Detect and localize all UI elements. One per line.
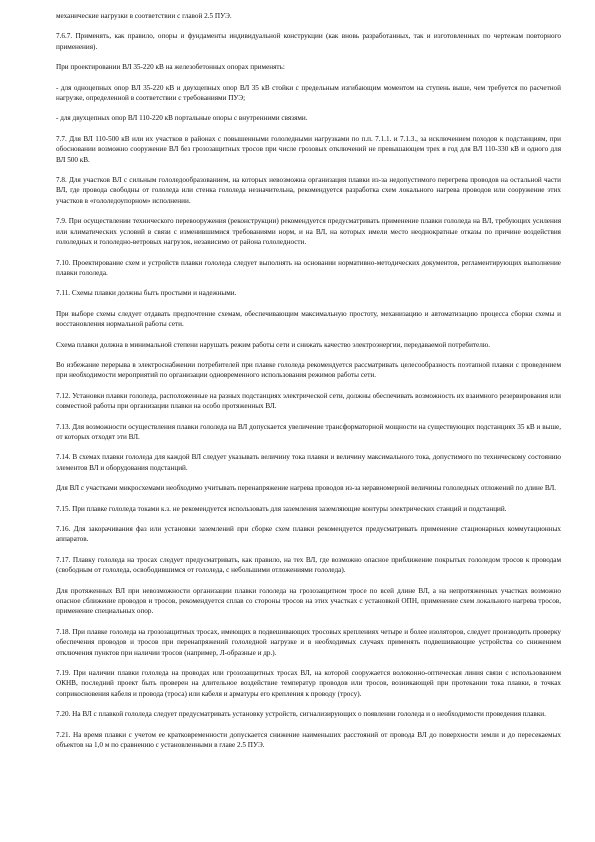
paragraph-7-20: 7.20. На ВЛ с плавкой гололеда следует предусматривать установку устройств, сигнализирующих о появлении гололеда и о необходимости проведения плавки.: [56, 710, 546, 719]
paragraph-7-9: 7.9. При осуществлении технического перевооружения (реконструкции) рекомендуется предусматривать применение плавки гололеда на ВЛ, требующих усиления или климатических условий в связи с изменившимися требованиями норм, и на ВЛ, на которых имели место неоднократные отказы по причине воздействия гололедных и гололедно-ветровых нагрузок, независимо от района гололедности.: [56, 217, 561, 247]
paragraph-7-13: 7.13. Для возможности осуществления плавки гололеда на ВЛ допускается увеличение трансформаторной мощности на существующих подстанциях 35 кВ и выше, от которых отходят эти ВЛ.: [56, 422, 561, 441]
paragraph-7-6-7: 7.6.7. Применять, как правило, опоры и фундаменты индивидуальной конструкции (как вновь разработанных, так и изготовленных по чертежам повторного применения).: [56, 32, 561, 51]
paragraph-7-21: 7.21. На время плавки с учетом ее кратковременности допускается снижение наименьших расстояний от провода ВЛ до поверхности земли и до пересекаемых объектов на 1,0 м по сравнению с установленными в главе 2.5 ПУЭ.: [56, 730, 561, 750]
paragraph-7-15: 7.15. При плавке гололеда токами к.з. не рекомендуется использовать для заземления заземляющие контуры электрических станций и подстанций.: [56, 504, 507, 513]
list-item-double-circuit: - для двухцепных опор ВЛ 110-220 кВ портальные опоры с внутренними связями.: [56, 114, 308, 123]
paragraph-scheme-choice: При выборе схемы следует отдавать предпочтение схемам, обеспечивающим максимальную простоту, механизацию и автоматизацию процесса сборки схемы и восстановления нормальной работы сети.: [56, 309, 561, 329]
document-page: [56, 11, 561, 761]
paragraph-7-18: 7.18. При плавке гололеда на грозозащитных тросах, имеющих в подвешивающих тросовых креплениях четыре и более изоляторов, следует производить проверку обеспечения проводов и тросов при перенапряжений гололедной нагрузке и в необходимых случаях применять подвешивающие устройства со снижением отключения пунктов при наличии тросов (например, Л-образные и др.).: [56, 627, 561, 657]
paragraph-continuation: механические нагрузки в соответствии с главой 2.5 ПУЭ.: [56, 12, 232, 20]
paragraph-7-17: 7.17. Плавку гололеда на тросах следует предусматривать, как правило, на тех ВЛ, где возможно опасное приближение покрытых гололедом тросов к проводам (свободным от гололеда, освободившимся от гололеда, с небольшими отложениями гололеда).: [56, 555, 561, 575]
paragraph-7-7: 7.7. Для ВЛ 110-500 кВ или их участков в районах с повышенными гололедными нагрузками по п.п. 7.1.1. и 7.1.3., за исключением походов к подстанциям, при обосновании возможно сооружение ВЛ без грозозащитных тросов при числе грозовых отключений не превышающем трех в год для ВЛ 110-330 кВ и одного для ВЛ 500 кВ.: [56, 134, 561, 164]
paragraph-staged-melting: Во избежание перерыва в электроснабжении потребителей при плавке гололеда рекомендуется рассматривать целесообразность поэтапной плавки с проведением при необходимости мероприятий по организации одновременного использования режимов работы сети.: [56, 360, 561, 380]
paragraph-scheme-quality: Схема плавки должна в минимальной степени нарушать режим работы сети и снижать качество электроэнергии, передаваемой потребителю.: [56, 340, 491, 349]
paragraph-7-10: 7.10. Проектирование схем и устройств плавки гололеда следует выполнять на основании нормативно-методических документов, регламентирующих выполнение плавки гололеда.: [56, 258, 561, 277]
paragraph-7-14: 7.14. В схемах плавки гололеда для каждой ВЛ следует указывать величину тока плавки и величину максимального тока, допустимого по техническому состоянию элементов ВЛ и оборудования подстанций.: [56, 453, 561, 472]
paragraph-long-lines: Для протяженных ВЛ при невозможности организации плавки гололеда на грозозащитном тросе по всей длине ВЛ, а на непротяженных участках возможно опасное сближение проводов и тросов, рекомендуется сплав со стороны тросов на этих участках с установкой ОПН, применение схем локального нагрева тросов, применение специальных опор.: [56, 586, 561, 616]
paragraph-7-12: 7.12. Установки плавки гололеда, расположенные на разных подстанциях электрической сети, должны обеспечивать возможность их взаимного резервирования или совместной работы при организации плавки на особо протяженных ВЛ.: [56, 391, 561, 411]
paragraph-7-19: 7.19. При наличии плавки гололеда на проводах или грозозащитных тросах ВЛ, на которой сооружается волоконно-оптическая линия связи с использованием ОКНВ, последний проект быть проверен на длительное воздействие температур проводов или тросов, возникающей при протекании тока плавки, в точках соприкосновения кабеля и провода (троса) или кабеля и арматуры его крепления к проводу (тросу).: [56, 669, 561, 698]
paragraph-7-8: 7.8. Для участков ВЛ с сильным гололедообразованием, на которых невозможна организация плавки из-за недопустимого перегрева проводов на остальной части ВЛ, где провода свободны от гололеда или стенка гололеда незначительна, рекомендуется разработка схем локального нагрева проводов или сооружение этих участков в «гололедоупорном» исполнении.: [56, 176, 561, 205]
list-item-single-circuit: - для одноцепных опор ВЛ 35-220 кВ и двухцепных опор ВЛ 35 кВ стойки с предельным изгибающим моментом на ступень выше, чем требуется по расчетной нагрузке, определенной в соответствии с требованиями ПУЭ;: [56, 83, 561, 103]
paragraph-7-16: 7.16. Для закорачивания фаз или установки заземлений при сборке схем плавки рекомендуется предусматривать применение стационарных коммутационных аппаратов.: [56, 525, 561, 544]
paragraph-design-intro: При проектировании ВЛ 35-220 кВ на железобетонных опорах применять:: [56, 63, 285, 72]
paragraph-7-11: 7.11. Схемы плавки должны быть простыми и надежными.: [56, 289, 237, 298]
paragraph-uneven-ice: Для ВЛ с участками микросхемами необходимо учитывать перенапряжение нагрева проводов из-за неравномерной величины гололедных отложений по длине ВЛ.: [56, 484, 557, 493]
